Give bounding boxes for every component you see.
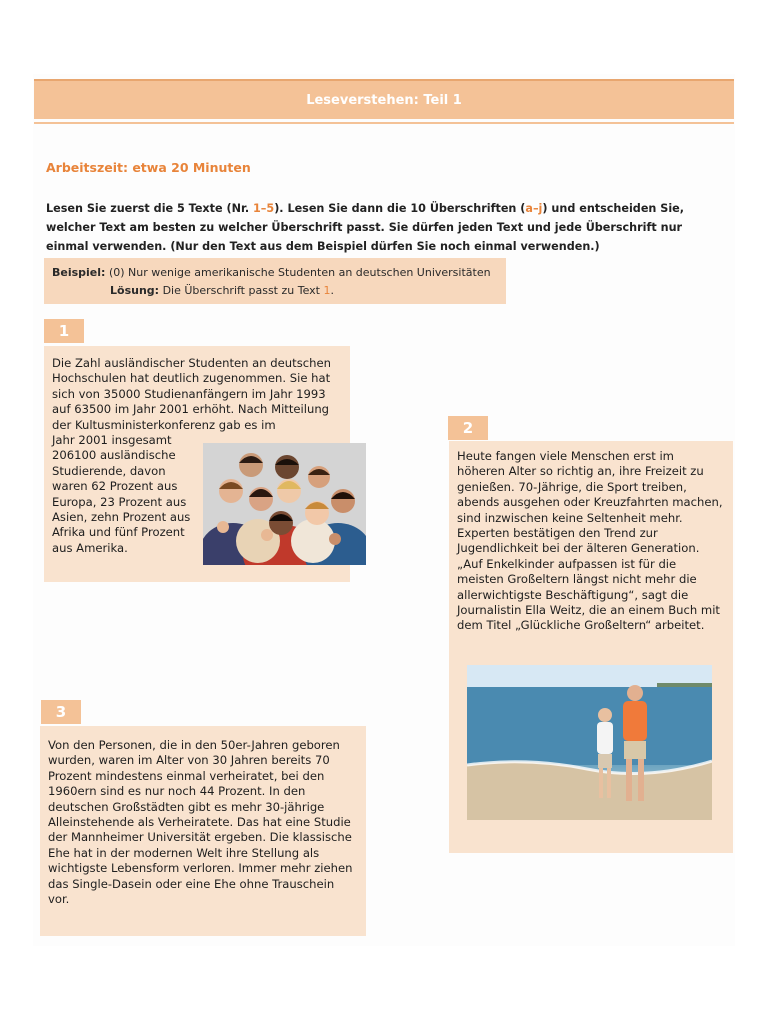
text-2-body: Heute fangen viele Menschen erst im höheren Alter so richtig an, ihre Freizeit zu genießen. 70-Jährige, die Sport treiben, abends ausgehen oder Kreuzfahrten machen, sind inzwischen keine Seltenheit mehr. Experten bestätigen den Trend zur Jugendlichkeit bei der älteren Generation. „Auf Enkelkinder aufpassen ist für die meisten Großeltern längst nicht mehr die allerwichtigste Beschäftigung“, sagt die Journalistin Ella Weitz, die an einem Buch mit dem Titel „Glückliche Großeltern“ arbeitet. [457,449,723,633]
example-text: (0) Nur wenige amerikanische Studenten an deutschen Universitäten [108,266,491,279]
example-box [44,258,506,304]
work-time-heading: Arbeitszeit: etwa 20 Minuten [46,160,251,175]
students-photo-illustration [203,443,366,565]
text-1-body-wrap: Jahr 2001 insgesamt 206100 ausländische Studierende, davon waren 62 Prozent aus Europa, 23 Prozent aus Asien, zehn Prozent aus Afrika und fünf Prozent aus Amerika. [52,433,191,555]
beach-couple-photo [467,665,712,820]
text-1-body-top: Die Zahl ausländischer Studenten an deutschen Hochschulen hat deutlich zugenommen. Sie hat sich von 35000 Studienanfängern im Jahr 1993 auf 63500 im Jahr 2001 erhöht. Nach Mitteilung der Kultusministerkonferenz gab es im [52,356,331,432]
instructions-range-1: 1–5 [253,202,275,215]
instructions-text-2: ). Lesen Sie dann die 10 Überschriften ( [274,202,526,215]
text-number-2: 2 [448,416,488,440]
solution-label: Lösung: [110,284,160,297]
text-number-1: 1 [44,319,84,343]
text-number-3: 3 [41,700,81,724]
text-box-3 [40,726,366,936]
section-header [34,79,734,119]
solution-end: . [330,284,334,297]
example-label: Beispiel: [52,266,106,279]
solution-number: 1 [323,284,331,297]
header-divider [34,122,734,124]
beach-photo-illustration [467,665,712,820]
students-group-photo [203,443,366,565]
text-3-body: Von den Personen, die in den 50er-Jahren geboren wurden, waren im Alter von 30 Jahren bereits 70 Prozent mindestens einmal verheiratet, bei den 1960ern sind es nur noch 44 Prozent. In den deutschen Großstädten gibt es mehr 30-jährige Alleinstehende als Verheiratete. Das hat eine Studie der Mannheimer Universität ergeben. Die klassische Ehe hat in der modernen Welt ihre Stellung als wichtigste Lebensform verloren. Immer mehr ziehen das Single-Dasein oder eine Ehe ohne Trauschein vor. [48,738,353,907]
solution-text: Die Überschrift passt zu Text [162,284,320,297]
instructions-range-2: a–j [525,202,543,215]
instructions-text-1: Lesen Sie zuerst die 5 Texte (Nr. [46,202,254,215]
instructions-paragraph [46,199,706,256]
instructions-text-3: ) und entscheiden Sie, welcher Text am besten zu welcher Überschrift passt. Sie dürfen jeden Text und jede Überschrift nur einmal verwenden. (Nur den Text aus dem Beispiel dürfen Sie noch einmal verwenden.) [46,202,684,253]
section-title: Leseverstehen: Teil 1 [306,92,462,108]
